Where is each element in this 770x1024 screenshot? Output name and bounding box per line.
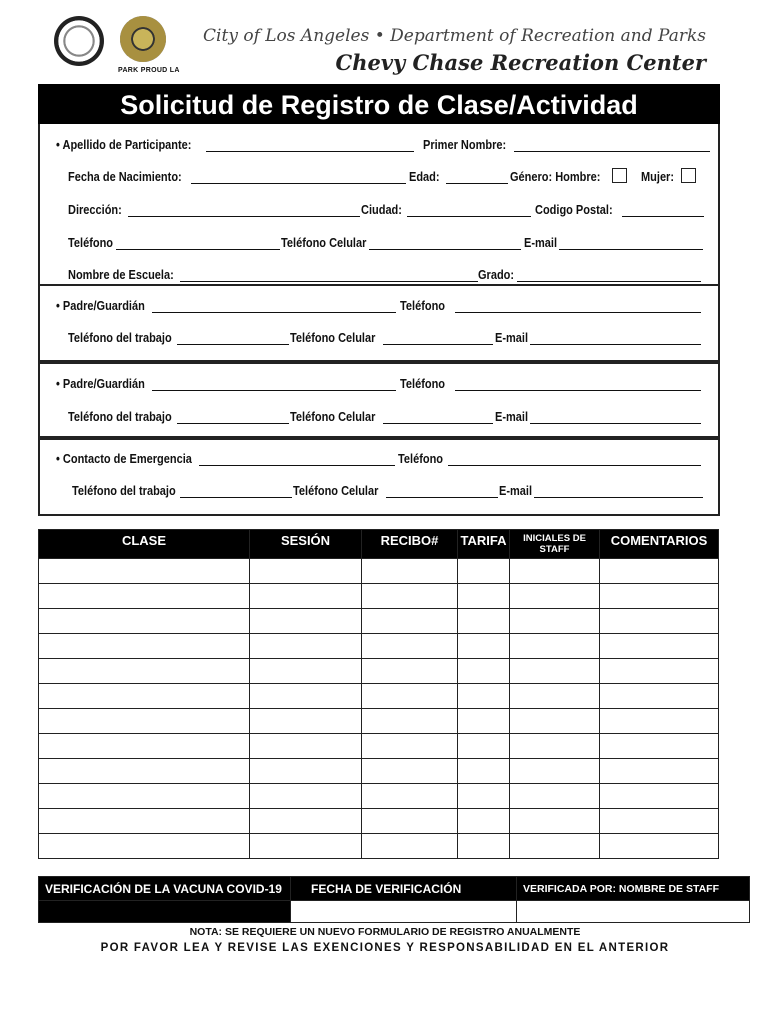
annual-note: NOTA: SE REQUIERE UN NUEVO FORMULARIO DE REGISTRO ANUALMENTE <box>189 926 581 938</box>
guardian2-telefono-input[interactable] <box>455 390 701 391</box>
table-row <box>39 584 719 609</box>
guardian2-input[interactable] <box>152 390 396 391</box>
table-cell[interactable] <box>510 659 600 684</box>
guardian2-telefono-label: Teléfono <box>400 377 446 391</box>
table-row <box>39 809 719 834</box>
table-cell[interactable] <box>39 759 250 784</box>
table-cell[interactable] <box>250 659 362 684</box>
telefono-input[interactable] <box>116 249 280 250</box>
fecha-verificacion-label: FECHA DE VERIFICACIÓN <box>291 877 517 901</box>
table-cell[interactable] <box>600 634 719 659</box>
table-cell[interactable] <box>39 559 250 584</box>
guardian1-trabajo-input[interactable] <box>177 344 289 345</box>
emergency-telefono-input[interactable] <box>448 465 701 466</box>
table-cell[interactable] <box>458 684 510 709</box>
primer-nombre-input[interactable] <box>514 151 710 152</box>
table-cell[interactable] <box>362 784 458 809</box>
escuela-label: Nombre de Escuela: <box>68 268 174 282</box>
genero-label: Género: Hombre: <box>510 170 601 184</box>
guardian1-email-input[interactable] <box>530 344 701 345</box>
codigo-postal-label: Codigo Postal: <box>535 203 613 217</box>
table-cell[interactable] <box>510 784 600 809</box>
emergency-trabajo-label: Teléfono del trabajo <box>72 484 176 498</box>
table-cell[interactable] <box>39 609 250 634</box>
guardian2-section <box>38 360 720 440</box>
table-cell[interactable] <box>39 584 250 609</box>
guardian1-label: • Padre/Guardián <box>56 299 145 313</box>
table-cell[interactable] <box>458 834 510 859</box>
table-cell[interactable] <box>362 659 458 684</box>
table-cell[interactable] <box>362 809 458 834</box>
table-cell[interactable] <box>600 684 719 709</box>
table-row <box>39 609 719 634</box>
col-recibo: RECIBO# <box>362 530 458 559</box>
table-cell[interactable] <box>458 609 510 634</box>
primer-nombre-label: Primer Nombre: <box>423 138 507 152</box>
park-proud-logo <box>120 16 166 62</box>
hombre-checkbox[interactable] <box>612 168 627 183</box>
emergency-email-label: E-mail <box>499 484 533 498</box>
table-cell[interactable] <box>600 559 719 584</box>
table-cell[interactable] <box>510 809 600 834</box>
guardian2-email-input[interactable] <box>530 423 701 424</box>
col-comentarios: COMENTARIOS <box>600 530 719 559</box>
table-cell[interactable] <box>250 784 362 809</box>
table-cell[interactable] <box>362 609 458 634</box>
direccion-label: Dirección: <box>68 203 122 217</box>
table-row <box>39 634 719 659</box>
table-cell[interactable] <box>250 809 362 834</box>
table-cell[interactable] <box>600 784 719 809</box>
col-iniciales: INICIALES DE STAFF <box>510 530 600 559</box>
table-cell[interactable] <box>458 759 510 784</box>
table-row <box>39 684 719 709</box>
email-input[interactable] <box>559 249 703 250</box>
table-cell[interactable] <box>600 659 719 684</box>
city-seal-logo <box>54 16 104 66</box>
emergency-celular-input[interactable] <box>386 497 498 498</box>
table-cell[interactable] <box>600 734 719 759</box>
col-tarifa: TARIFA <box>458 530 510 559</box>
table-cell[interactable] <box>250 684 362 709</box>
guardian2-trabajo-label: Teléfono del trabajo <box>68 410 172 424</box>
table-cell[interactable] <box>458 659 510 684</box>
edad-label: Edad: <box>409 170 440 184</box>
table-cell[interactable] <box>250 634 362 659</box>
telefono-label: Teléfono <box>68 236 114 250</box>
table-cell[interactable] <box>510 634 600 659</box>
table-cell[interactable] <box>510 584 600 609</box>
table-cell[interactable] <box>39 784 250 809</box>
table-row <box>39 559 719 584</box>
edad-input[interactable] <box>446 183 508 184</box>
guardian2-celular-label: Teléfono Celular <box>290 410 376 424</box>
table-cell[interactable] <box>510 759 600 784</box>
form-title: Solicitud de Registro de Clase/Actividad <box>38 84 720 124</box>
table-cell[interactable] <box>510 709 600 734</box>
emergency-email-input[interactable] <box>534 497 703 498</box>
table-cell[interactable] <box>458 559 510 584</box>
table-row <box>39 659 719 684</box>
table-cell[interactable] <box>250 559 362 584</box>
park-proud-label: PARK PROUD LA <box>118 67 180 74</box>
guardian2-celular-input[interactable] <box>383 423 493 424</box>
escuela-input[interactable] <box>180 281 478 282</box>
table-cell[interactable] <box>458 584 510 609</box>
table-row <box>39 734 719 759</box>
ciudad-label: Ciudad: <box>361 203 402 217</box>
table-cell[interactable] <box>510 609 600 634</box>
table-cell[interactable] <box>600 584 719 609</box>
grado-input[interactable] <box>517 281 701 282</box>
guardian1-trabajo-label: Teléfono del trabajo <box>68 331 172 345</box>
table-cell[interactable] <box>600 759 719 784</box>
table-row <box>39 759 719 784</box>
verificada-por-label: VERIFICADA POR: NOMBRE DE STAFF <box>517 877 750 901</box>
vacuna-cell[interactable] <box>39 901 291 923</box>
table-cell[interactable] <box>250 734 362 759</box>
guardian1-telefono-input[interactable] <box>455 312 701 313</box>
table-cell[interactable] <box>600 809 719 834</box>
email-label: E-mail <box>524 236 558 250</box>
guardian1-email-label: E-mail <box>495 331 529 345</box>
table-cell[interactable] <box>39 684 250 709</box>
table-cell[interactable] <box>362 834 458 859</box>
table-cell[interactable] <box>250 709 362 734</box>
class-table <box>38 529 719 859</box>
emergency-celular-label: Teléfono Celular <box>293 484 379 498</box>
table-row <box>39 784 719 809</box>
department-line: City of Los Angeles • Department of Recreation and Parks <box>203 26 706 46</box>
table-cell[interactable] <box>362 684 458 709</box>
vacuna-label: VERIFICACIÓN DE LA VACUNA COVID-19 <box>39 877 291 901</box>
table-row <box>39 834 719 859</box>
emergency-section <box>38 436 720 516</box>
telefono-celular-label: Teléfono Celular <box>281 236 367 250</box>
fecha-nacimiento-label: Fecha de Nacimiento: <box>68 170 182 184</box>
apellido-label: • Apellido de Participante: <box>56 138 192 152</box>
direccion-input[interactable] <box>128 216 360 217</box>
table-cell[interactable] <box>510 834 600 859</box>
table-row <box>39 709 719 734</box>
grado-label: Grado: <box>478 268 515 282</box>
table-cell[interactable] <box>458 634 510 659</box>
guardian1-celular-label: Teléfono Celular <box>290 331 376 345</box>
guardian2-trabajo-input[interactable] <box>177 423 289 424</box>
emergency-input[interactable] <box>199 465 395 466</box>
table-cell[interactable] <box>250 609 362 634</box>
table-cell[interactable] <box>39 809 250 834</box>
fecha-verificacion-cell[interactable] <box>291 901 517 923</box>
table-cell[interactable] <box>362 734 458 759</box>
guardian2-label: • Padre/Guardián <box>56 377 145 391</box>
emergency-telefono-label: Teléfono <box>398 452 444 466</box>
table-cell[interactable] <box>362 759 458 784</box>
table-cell[interactable] <box>458 784 510 809</box>
table-cell[interactable] <box>362 559 458 584</box>
table-cell[interactable] <box>600 834 719 859</box>
table-cell[interactable] <box>510 684 600 709</box>
emergency-trabajo-input[interactable] <box>180 497 292 498</box>
ciudad-input[interactable] <box>407 216 531 217</box>
guardian1-celular-input[interactable] <box>383 344 493 345</box>
apellido-input[interactable] <box>206 151 414 152</box>
fecha-nacimiento-input[interactable] <box>191 183 406 184</box>
guardian1-section <box>38 284 720 364</box>
table-cell[interactable] <box>510 734 600 759</box>
guardian1-telefono-label: Teléfono <box>400 299 446 313</box>
table-cell[interactable] <box>250 584 362 609</box>
table-cell[interactable] <box>39 834 250 859</box>
table-cell[interactable] <box>39 734 250 759</box>
col-sesion: SESIÓN <box>250 530 362 559</box>
table-cell[interactable] <box>600 609 719 634</box>
table-cell[interactable] <box>458 709 510 734</box>
col-clase: CLASE <box>39 530 250 559</box>
table-cell[interactable] <box>510 559 600 584</box>
verificada-por-cell[interactable] <box>517 901 750 923</box>
emergency-label: • Contacto de Emergencia <box>56 452 192 466</box>
review-note: POR FAVOR LEA Y REVISE LAS EXENCIONES Y RESPONSABILIDAD EN EL ANTERIOR <box>100 942 670 954</box>
table-cell[interactable] <box>458 809 510 834</box>
table-cell[interactable] <box>39 659 250 684</box>
table-cell[interactable] <box>362 634 458 659</box>
table-cell[interactable] <box>250 834 362 859</box>
codigo-postal-input[interactable] <box>622 216 704 217</box>
telefono-celular-input[interactable] <box>369 249 521 250</box>
guardian2-email-label: E-mail <box>495 410 529 424</box>
table-cell[interactable] <box>250 759 362 784</box>
verification-table <box>38 876 750 923</box>
mujer-label: Mujer: <box>641 170 674 184</box>
table-cell[interactable] <box>362 709 458 734</box>
table-cell[interactable] <box>362 584 458 609</box>
table-cell[interactable] <box>39 709 250 734</box>
center-name: Chevy Chase Recreation Center <box>335 50 706 75</box>
mujer-checkbox[interactable] <box>681 168 696 183</box>
guardian1-input[interactable] <box>152 312 396 313</box>
table-cell[interactable] <box>39 634 250 659</box>
table-cell[interactable] <box>458 734 510 759</box>
table-cell[interactable] <box>600 709 719 734</box>
